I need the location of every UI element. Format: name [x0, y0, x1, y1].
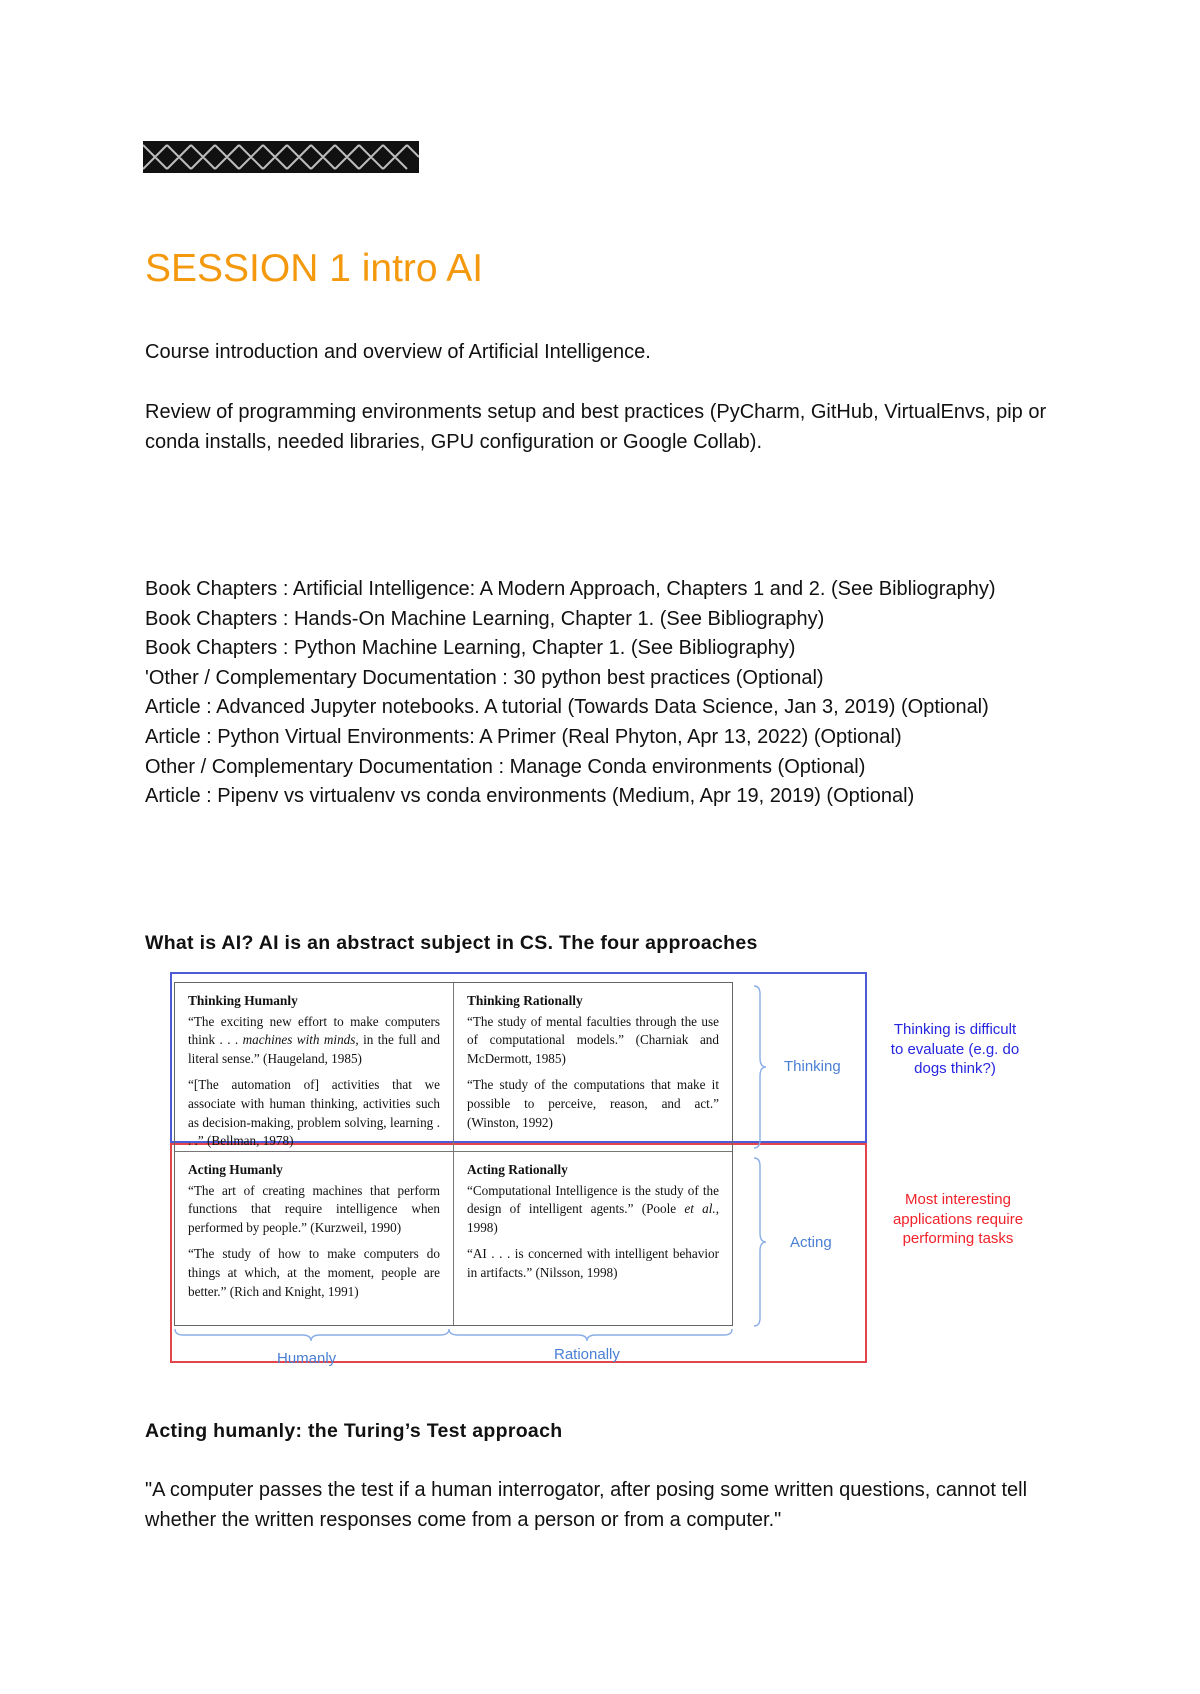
page-title: SESSION 1 intro AI: [145, 247, 484, 290]
cell-quote: “The study of mental faculties through the use of computational models.” (Charniak and McDermott, 1985): [467, 1013, 719, 1066]
list-item: Book Chapters : Hands-On Machine Learning, Chapter 1. (See Bibliography): [145, 607, 825, 630]
cell-quote: “The study of the computations that make it possible to perceive, reason, and act.” (Winston, 1992): [467, 1077, 719, 1130]
setup-paragraph: Review of programming environments setup and best practices (PyCharm, GitHub, VirtualEnvs, pip or conda installs, needed libraries, GPU configuration or Google Collab).: [145, 401, 1047, 453]
list-item: Article : Advanced Jupyter notebooks. A tutorial (Towards Data Science, Jan 3, 2019) (Optional): [145, 696, 989, 719]
note-thinking-evaluation: Thinking is difficult to evaluate (e.g. do dogs think?): [890, 1021, 1020, 1077]
acting-brace-icon: [752, 1156, 772, 1328]
label-acting: Acting: [790, 1234, 832, 1251]
list-item: Other / Complementary Documentation : Manage Conda environments (Optional): [145, 755, 866, 778]
list-item: Book Chapters : Artificial Intelligence: A Modern Approach, Chapters 1 and 2. (See Bibliography): [145, 578, 996, 600]
cell-quote: “The study of how to make computers do things at which, at the moment, people are better.” (Rich and Knight, 1991): [188, 1246, 440, 1299]
label-rationally: Rationally: [554, 1346, 620, 1363]
cell-title: Acting Rationally: [467, 1162, 568, 1177]
thinking-brace-icon: [752, 984, 772, 1150]
cell-acting-rationally: [454, 1152, 732, 1325]
four-approaches-figure: [170, 960, 1170, 1380]
cell-title: Thinking Rationally: [467, 993, 583, 1008]
cell-quote: “AI . . . is concerned with intelligent behavior in artifacts.” (Nilsson, 1998): [467, 1246, 719, 1280]
note-acting-applications: Most interesting applications require performing tasks: [892, 1191, 1024, 1247]
label-thinking: Thinking: [784, 1058, 841, 1075]
list-item: 'Other / Complementary Documentation : 30 python best practices (Optional): [145, 666, 824, 689]
list-item: Article : Pipenv vs virtualenv vs conda environments (Medium, Apr 19, 2019) (Optional): [145, 785, 915, 808]
columns-brace-icon: [174, 1327, 734, 1343]
bibliography-list: [145, 575, 1065, 812]
cell-quote: “The exciting new effort to make computers think . . . machines with minds, in the full and literal sense.” (Haugeland, 1985): [188, 1013, 440, 1066]
approaches-table: [174, 982, 733, 1326]
cell-title: Acting Humanly: [188, 1162, 283, 1177]
intro-paragraph: Course introduction and overview of Artificial Intelligence.: [145, 341, 651, 363]
list-item: Book Chapters : Python Machine Learning, Chapter 1. (See Bibliography): [145, 637, 796, 660]
section-heading-turing-test: Acting humanly: the Turing’s Test approach: [145, 1420, 563, 1442]
label-humanly: Humanly: [277, 1350, 337, 1367]
cell-quote: “Computational Intelligence is the study of the design of intelligent agents.” (Poole et al., 1998): [467, 1182, 719, 1235]
cell-quote: “The art of creating machines that perform functions that require intelligence when performed by people.” (Kurzweil, 1990): [188, 1182, 440, 1235]
section-heading-four-approaches: What is AI? AI is an abstract subject in CS. The four approaches: [145, 932, 758, 954]
redacted-text-block: [143, 141, 419, 173]
turing-quote: "A computer passes the test if a human interrogator, after posing some written questions, cannot tell whether the written responses come from a person or from a computer.": [145, 1479, 1028, 1531]
cell-quote: “[The automation of] activities that we associate with human thinking, activities such as decision-making, problem solving, learning . . .” (Bellman, 1978): [188, 1077, 440, 1149]
cell-thinking-rationally: [454, 983, 732, 1152]
cell-acting-humanly: [175, 1152, 454, 1325]
cell-title: Thinking Humanly: [188, 993, 298, 1008]
list-item: Article : Python Virtual Environments: A Primer (Real Phyton, Apr 13, 2022) (Optional): [145, 725, 902, 748]
cell-thinking-humanly: [175, 983, 454, 1152]
